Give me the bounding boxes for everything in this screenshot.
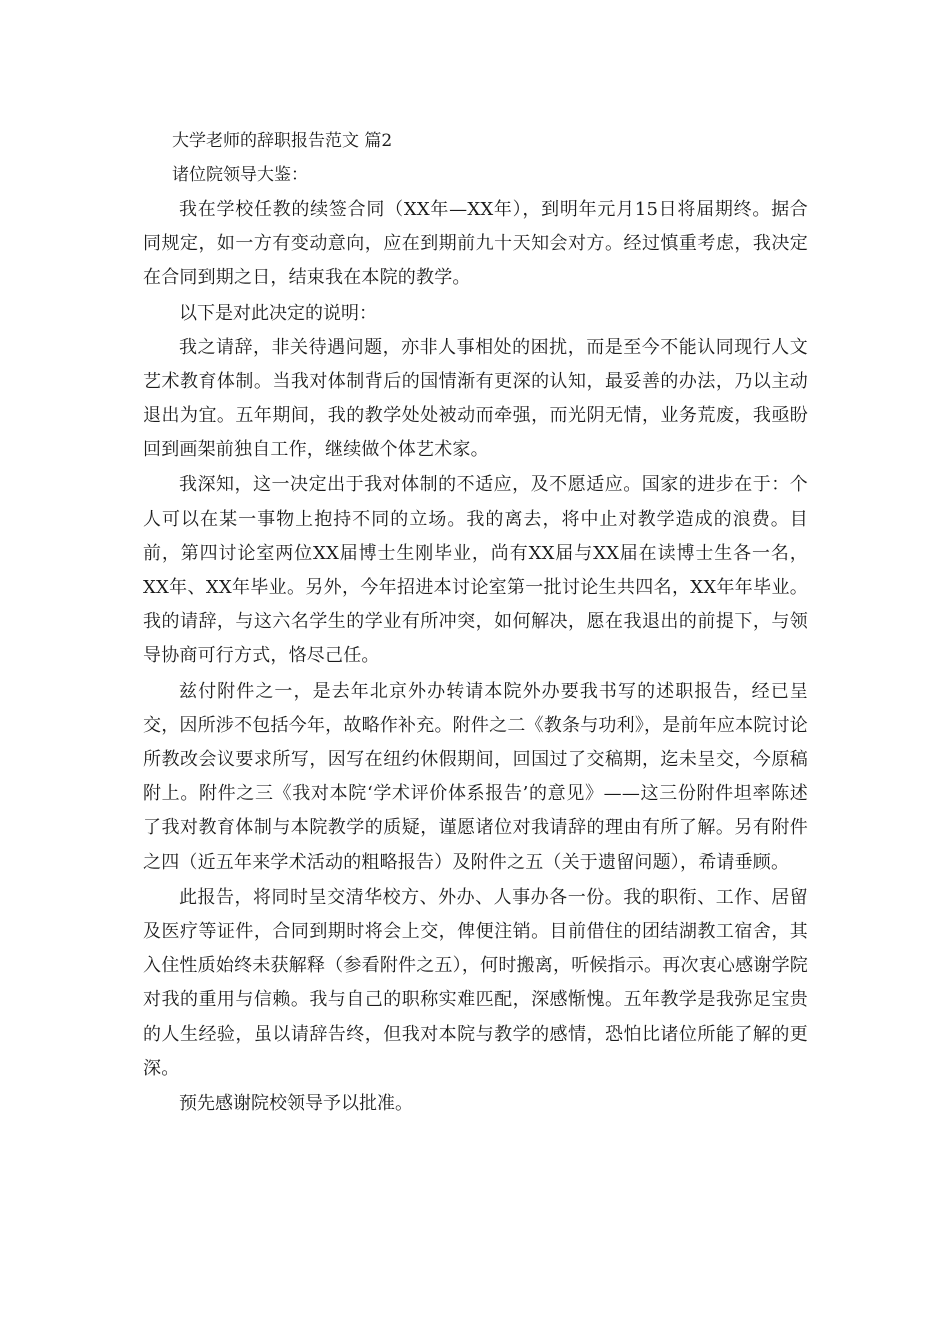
salutation: 诸位院领导大鉴： bbox=[172, 165, 308, 185]
paragraph-attachments: 兹付附件之一，是去年北京外办转请本院外办要我书写的述职报告，经已呈交，因所涉不包括今年，故略作补充。附件之二《教条与功利》，是前年应本院讨论所教改会议要求所写，因写在纽约休假期间，回国过了交稿期，迄未呈交，今原稿附上。附件之三《我对本院‘学术评价体系报告’的意见》——这三份附件坦率陈述了我对教育体制与本院教学的质疑，谨愿诸位对我请辞的理由有所了解。另有附件之四（近五年来学术活动的粗略报告）及附件之五（关于遗留问题），希请垂顾。 bbox=[143, 680, 808, 873]
document-title: 大学老师的辞职报告范文 篇2 bbox=[172, 131, 393, 151]
paragraph-contract-term: 我在学校任教的续签合同（XX年—XX年），到明年元月15日将届期终。据合同规定，如一方有变动意向，应在到期前九十天知会对方。经过慎重考虑，我决定在合同到期之日，结束我在本院的教学。 bbox=[143, 199, 808, 289]
paragraph-closing: 预先感谢院校领导予以批准。 bbox=[179, 1093, 413, 1115]
paragraph-students: 我深知，这一决定出于我对体制的不适应，及不愿适应。国家的进步在于：个人可以在某一事物上抱持不同的立场。我的离去，将中止对教学造成的浪费。目前，第四讨论室两位XX届博士生刚毕业，尚有XX届与XX届在读博士生各一名，XX年、XX年毕业。另外，今年招进本讨论室第一批讨论生共四名，XX年年毕业。我的请辞，与这六名学生的学业有所冲突，如何解决，愿在我退出的前提下，与领导协商可行方式，恪尽己任。 bbox=[143, 474, 808, 667]
paragraph-submission: 此报告，将同时呈交清华校方、外办、人事办各一份。我的职衔、工作、居留及医疗等证件，合同到期时将会上交，俾便注销。目前借住的团结湖教工宿舍，其入住性质始终未获解释（参看附件之五），何时搬离，听候指示。再次衷心感谢学院对我的重用与信赖。我与自己的职称实难匹配，深感惭愧。五年教学是我弥足宝贵的人生经验，虽以请辞告终，但我对本院与教学的感情，恐怕比诸位所能了解的更深。 bbox=[143, 886, 808, 1079]
paragraph-reason-system: 我之请辞，非关待遇问题，亦非人事相处的困扰，而是至今不能认同现行人文艺术教育体制。当我对体制背后的国情渐有更深的认知，最妥善的办法，乃以主动退出为宜。五年期间，我的教学处处被动而牵强，而光阴无情，业务荒废，我亟盼回到画架前独自工作，继续做个体艺术家。 bbox=[143, 336, 808, 461]
paragraph-explanation-intro: 以下是对此决定的说明： bbox=[179, 302, 377, 324]
document-body bbox=[143, 124, 808, 1121]
